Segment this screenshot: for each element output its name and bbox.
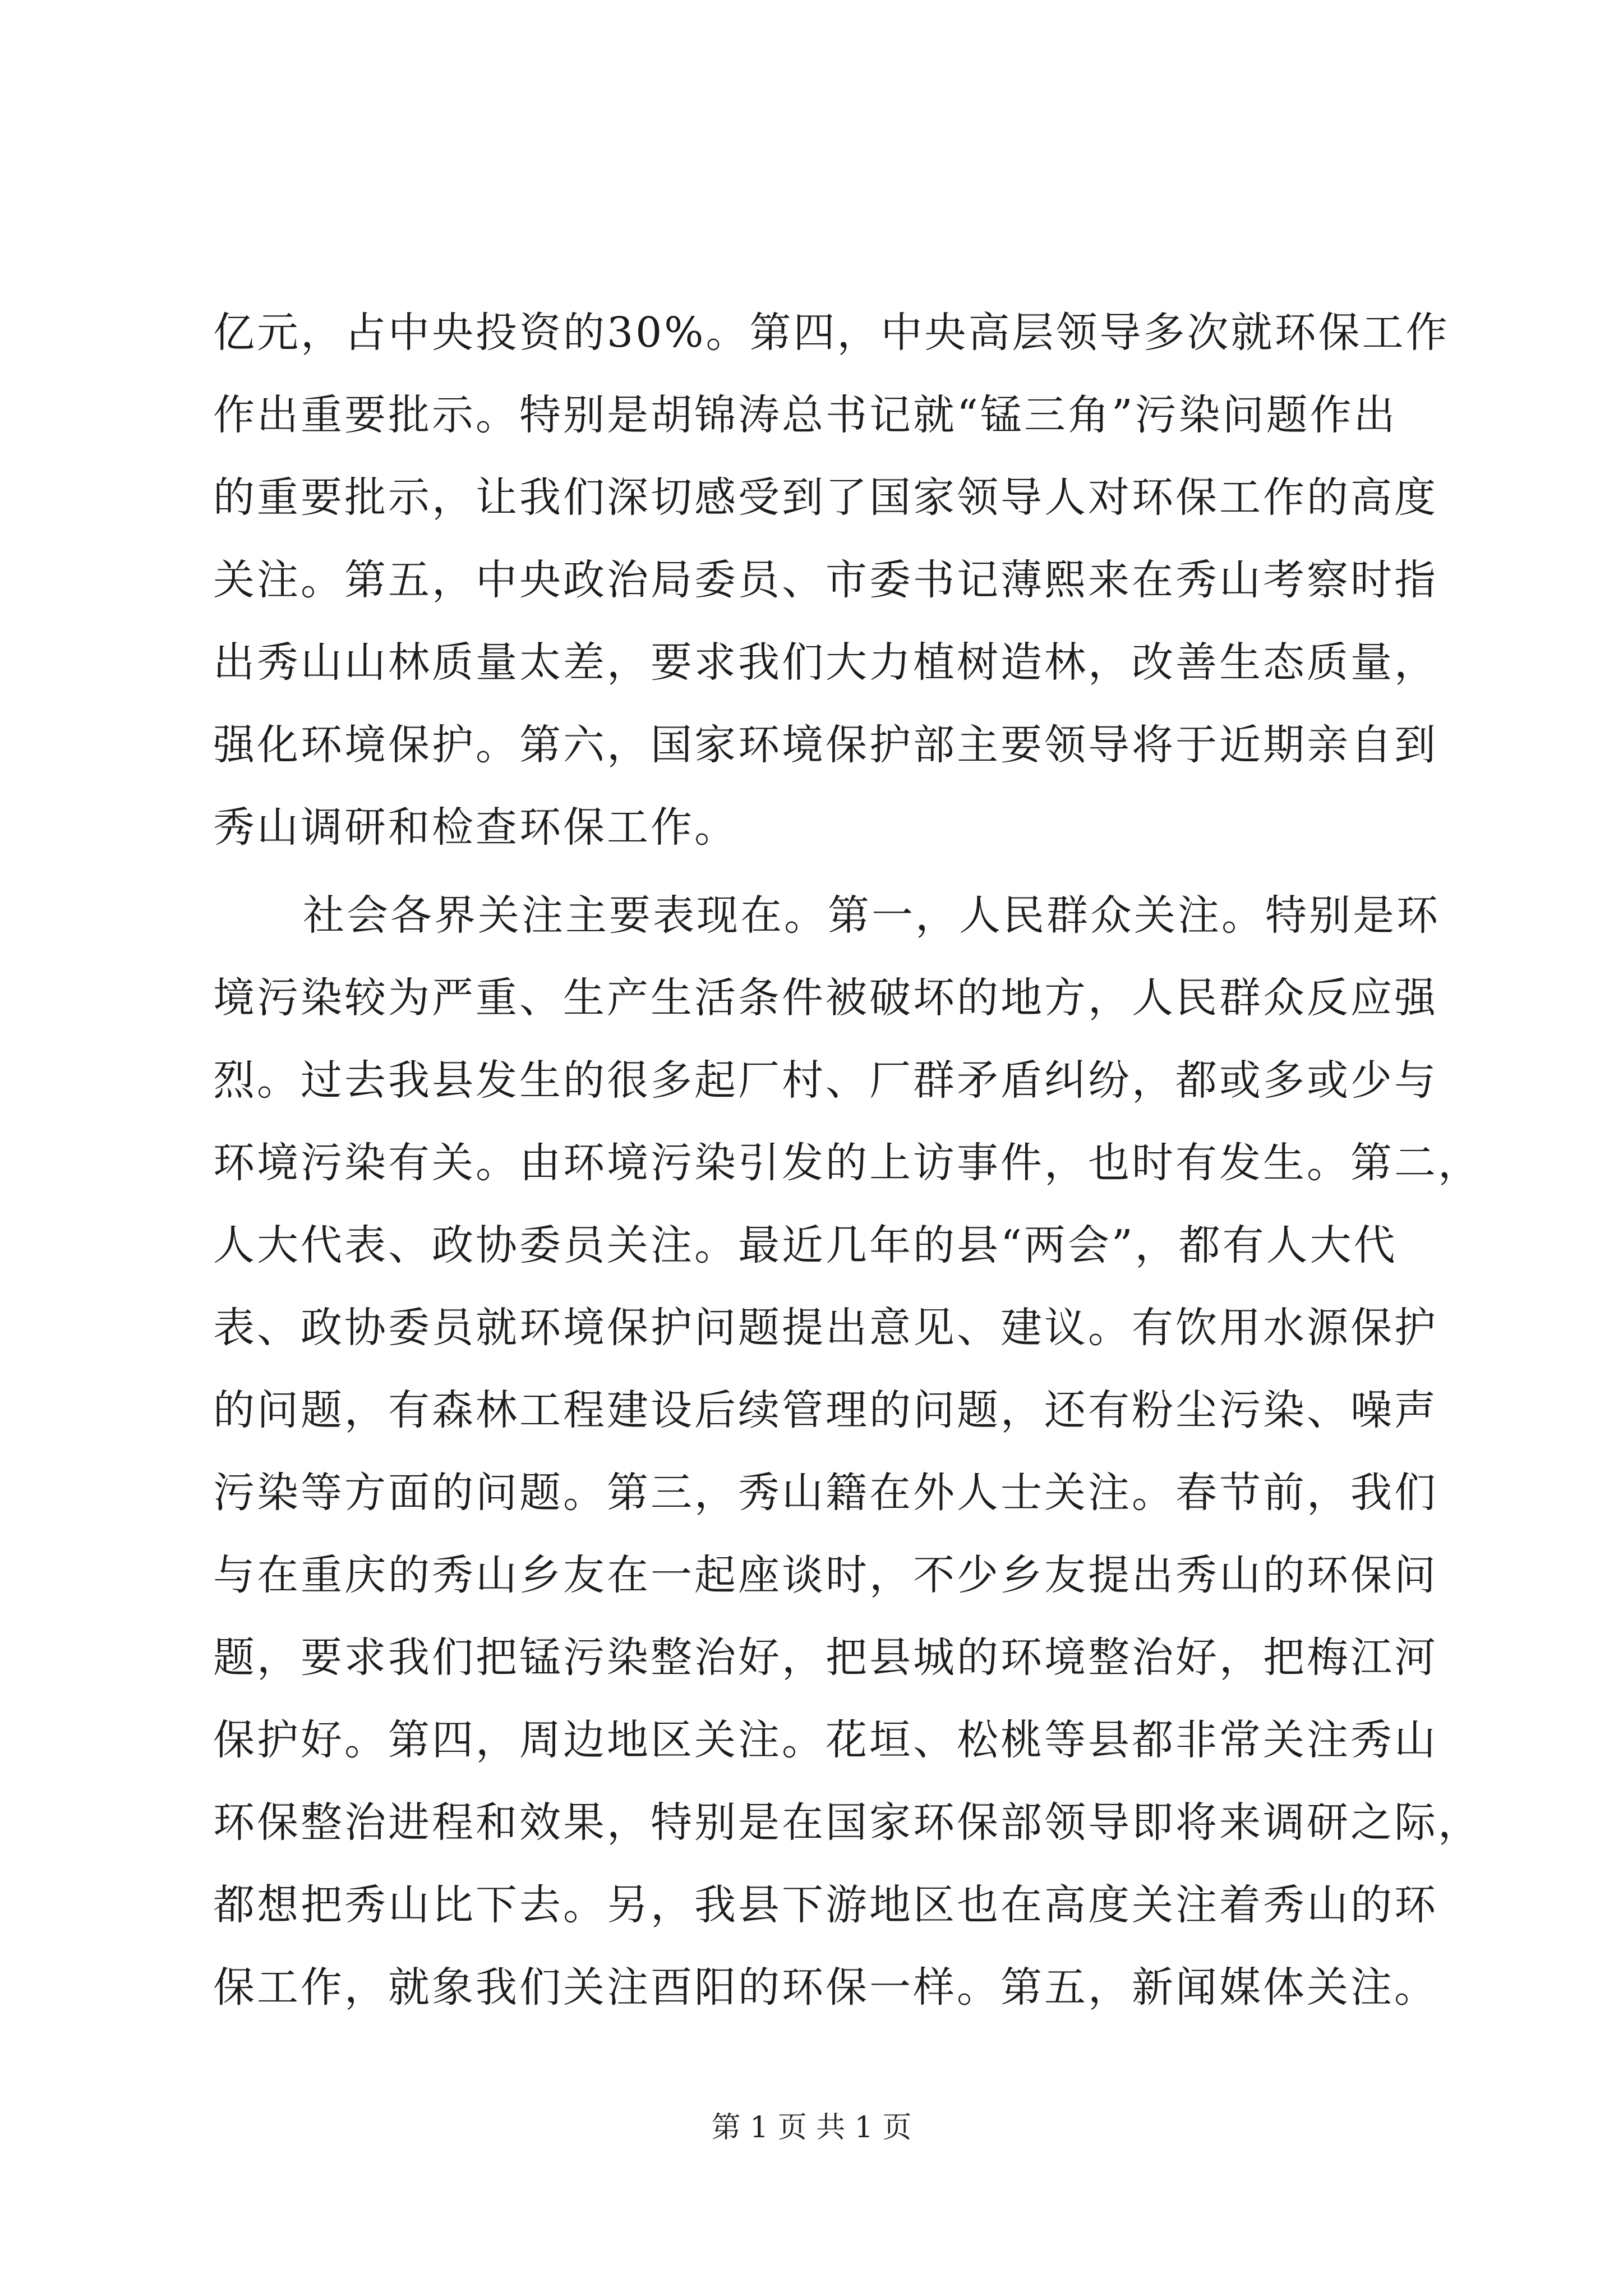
text-line: 秀山调研和检查环保工作。: [213, 803, 738, 852]
text-line: 与在重庆的秀山乡友在一起座谈时，不少乡友提出秀山的环保问: [213, 1551, 1438, 1599]
text-line: 表、政协委员就环境保护问题提出意见、建议。有饮用水源保护: [213, 1304, 1438, 1352]
text-line: 环保整治进程和效果，特别是在国家环保部领导即将来调研之际，: [213, 1798, 1482, 1847]
paragraph-gap: [213, 869, 1419, 875]
text-line: 社会各界关注主要表现在。第一，人民群众关注。特别是环: [303, 891, 1440, 940]
text-line: 污染等方面的问题。第三，秀山籍在外人士关注。春节前，我们: [213, 1469, 1438, 1517]
text-line: 境污染较为严重、生产生活条件被破坏的地方，人民群众反应强: [213, 974, 1438, 1022]
text-line: 保护好。第四，周边地区关注。花垣、松桃等县都非常关注秀山: [213, 1716, 1438, 1764]
page-footer: 第 1 页 共 1 页: [711, 2111, 912, 2145]
text-line: 的问题，有森林工程建设后续管理的问题，还有粉尘污染、噪声: [213, 1386, 1438, 1434]
text-line: 作出重要批示。特别是胡锦涛总书记就“锰三角”污染问题作出: [213, 391, 1398, 439]
text-line: 亿元，占中央投资的30%。第四，中央高层领导多次就环保工作: [213, 309, 1450, 357]
body-text: [213, 292, 1482, 2029]
paragraph-1: [213, 292, 1450, 869]
text-line: 强化环境保护。第六，国家环境保护部主要领导将于近期亲自到: [213, 721, 1438, 769]
paragraph-2: [213, 875, 1482, 2029]
text-line: 保工作，就象我们关注酉阳的环保一样。第五，新闻媒体关注。: [213, 1963, 1438, 2012]
text-line: 出秀山山林质量太差，要求我们大力植树造林，改善生态质量，: [213, 638, 1438, 687]
text-line: 人大代表、政协委员关注。最近几年的县“两会”，都有人大代: [213, 1221, 1398, 1269]
text-line: 环境污染有关。由环境污染引发的上访事件，也时有发生。第二，: [213, 1139, 1482, 1187]
text-line: 烈。过去我县发生的很多起厂村、厂群矛盾纠纷，都或多或少与: [213, 1056, 1438, 1105]
text-line: 的重要批示，让我们深切感受到了国家领导人对环保工作的高度: [213, 473, 1438, 522]
text-line: 题，要求我们把锰污染整治好，把县城的环境整治好，把梅江河: [213, 1634, 1438, 1682]
text-line: 都想把秀山比下去。另，我县下游地区也在高度关注着秀山的环: [213, 1881, 1438, 1929]
text-line: 关注。第五，中央政治局委员、市委书记薄熙来在秀山考察时指: [213, 556, 1438, 604]
